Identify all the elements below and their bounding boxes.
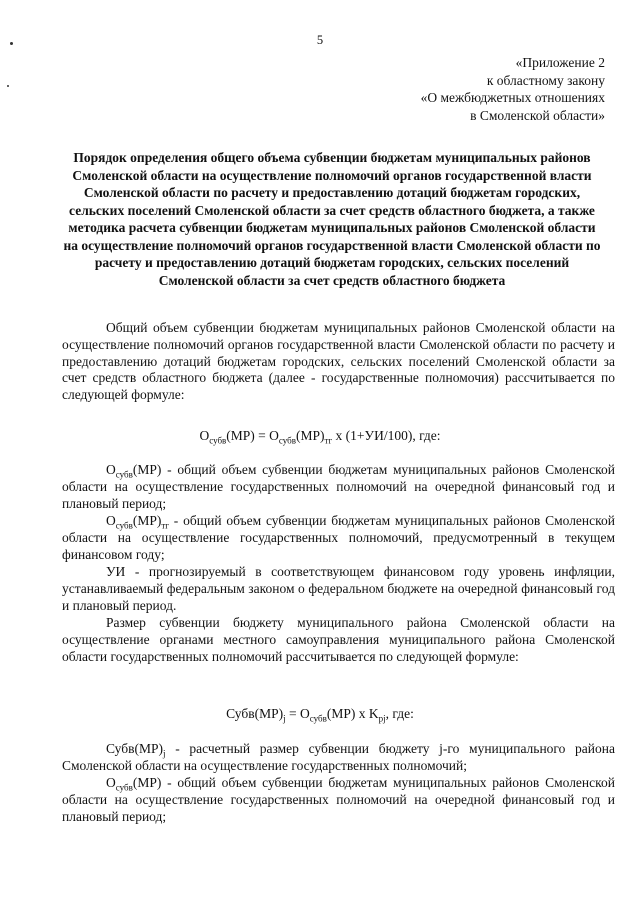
definition-inflation: УИ - прогнозируемый в соответствующем финансовом году уровень инфляции, устанавливаемый федеральным законом о федеральном бюджете на очередной финансовый год и плановый период. bbox=[62, 564, 615, 613]
appendix-line: в Смоленской области» bbox=[470, 107, 605, 123]
appendix-line: «Приложение 2 bbox=[515, 55, 605, 70]
appendix-line: «О межбюджетных отношениях bbox=[420, 90, 605, 105]
formula-total-subvention: $O_{субв}(МР) = O_{субв}(МР)_{тг}$ х (1+УИ/100), где: bbox=[199, 428, 441, 446]
appendix-header bbox=[421, 54, 605, 124]
definition-total-volume: $O_{субв}(МР)$ - общий объем субвенции бюджетам муниципальных районов Смоленской области на осуществление государственных полномочий на очередной финансовый год и плановый период; bbox=[62, 462, 615, 511]
definition-current-volume: $O_{субв}(МР)_{тг}$ - общий объем субвенции бюджетам муниципальных районов Смоленской области на осуществление государственных полномочий, предусмотренный в текущем финансовом году; bbox=[62, 513, 615, 562]
appendix-line: к областному закону bbox=[486, 72, 605, 88]
formula-district-subvention: $Субв(МР)_j = O_{субв}(МР)$ х $K_{pj}$, где: bbox=[226, 706, 414, 724]
definition-district-size: $Субв(МР)_j$ - расчетный размер субвенции бюджету j-го муниципального района Смоленской области на осуществление государственных полномочий; bbox=[62, 741, 615, 773]
page-number: 5 bbox=[316, 33, 324, 47]
document-title: Порядок определения общего объема субвенции бюджетам муниципальных районов Смоленской области на осуществление полномочий органов государственной власти Смоленской области по расчету и предоставлению дотаций бюджетам городских, сельских поселений Смоленской области за счет средств областного бюджета, а также методика расчета субвенции бюджетам муниципальных районов Смоленской области на осуществление полномочий органов государственной власти Смоленской области по расчету и предоставлению дотаций бюджетам городских, сельских поселений Смоленской области за счет средств областного бюджета bbox=[63, 150, 601, 288]
definition-total-volume-2: $O_{субв}(МР)$ - общий объем субвенции бюджетам муниципальных районов Смоленской области на осуществление государственных полномочий на очередной финансовый год и плановый период; bbox=[62, 775, 615, 824]
paragraph-district-subvention: Размер субвенции бюджету муниципального района Смоленской области на осуществление органами местного самоуправления муниципального района Смоленской области государственных полномочий рассчитывается по следующей формуле: bbox=[62, 615, 615, 664]
paragraph-intro: Общий объем субвенции бюджетам муниципальных районов Смоленской области на осуществление полномочий органов государственной власти Смоленской области по расчету и предоставлению дотаций бюджетам городских, сельских поселений Смоленской области за счет средств областного бюджета (далее - государственные полномочия) рассчитывается по следующей формуле: bbox=[62, 320, 615, 403]
scan-speck bbox=[7, 85, 9, 87]
